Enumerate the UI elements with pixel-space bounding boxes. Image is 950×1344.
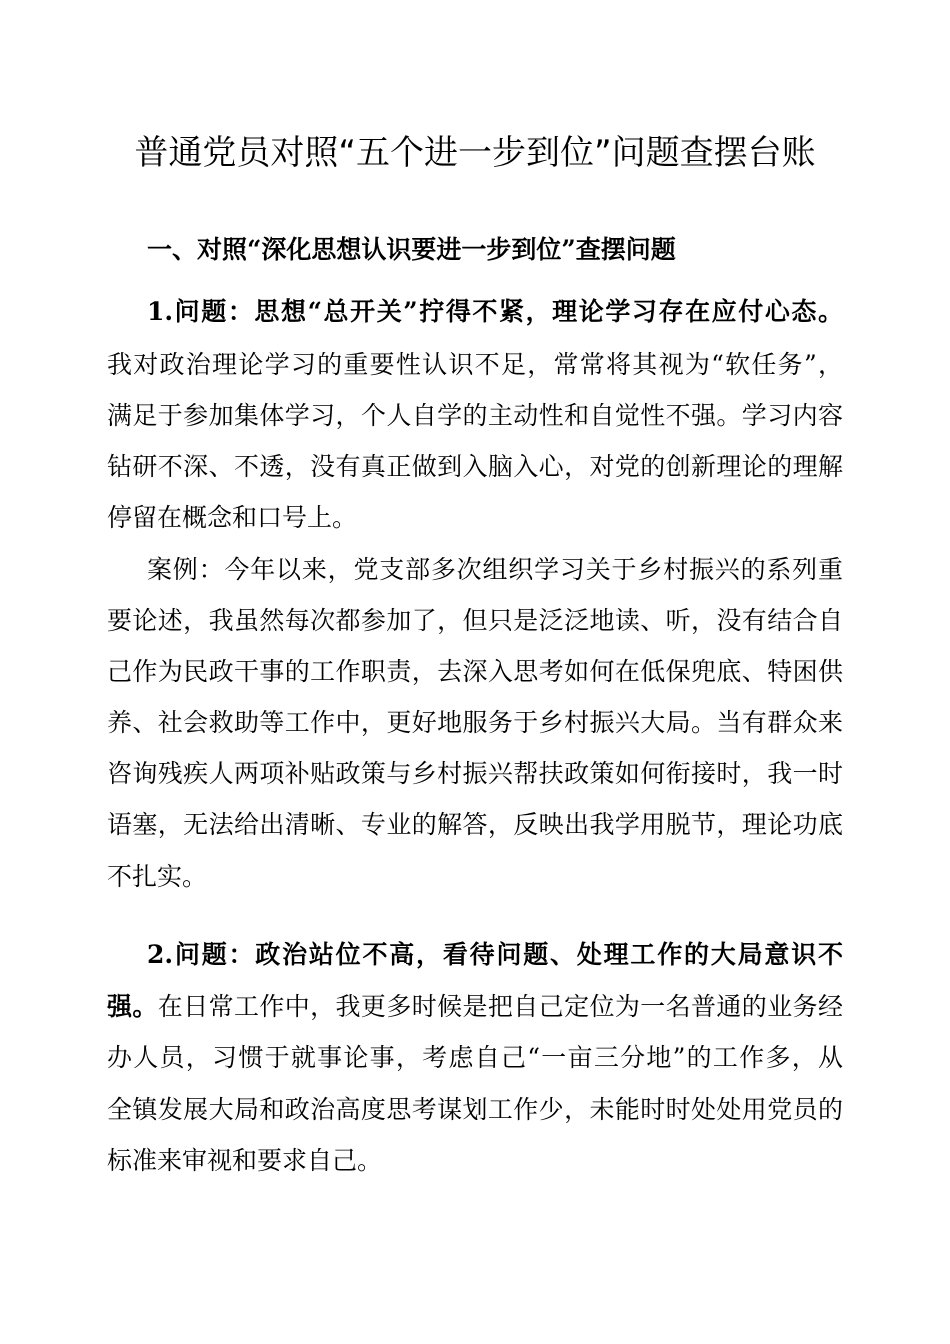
- text-line: [147, 935, 843, 975]
- text-line: [107, 652, 843, 692]
- text-line: [107, 805, 843, 845]
- text-line: [147, 230, 843, 270]
- bold-text: 一、对照“深化思想认识要进一步到位”查摆问题: [147, 235, 676, 264]
- body-text: 己作为民政干事的工作职责，去深入思考如何在低保兜底、特困供: [107, 657, 843, 686]
- text-line: [107, 1090, 843, 1130]
- text-line: [147, 292, 843, 332]
- text-line: [107, 1141, 843, 1181]
- body-text: 不扎实。: [107, 862, 208, 891]
- body-text: 养、社会救助等工作中，更好地服务于乡村振兴大局。当有群众来: [107, 708, 843, 737]
- text-line: [107, 345, 843, 385]
- text-line: [107, 703, 843, 743]
- text-line: [107, 396, 843, 436]
- text-line: [107, 1038, 843, 1078]
- body-text: 办人员，习惯于就事论事，考虑自己“一亩三分地”的工作多，从: [107, 1043, 843, 1072]
- body-text: 钻研不深、不透，没有真正做到入脑入心，对党的创新理论的理解: [107, 452, 843, 481]
- body-text: 在日常工作中，我更多时候是把自己定位为一名普通的业务经: [157, 992, 843, 1021]
- body-text: 案例：今年以来，党支部多次组织学习关于乡村振兴的系列重: [147, 555, 843, 584]
- body-text: 要论述，我虽然每次都参加了，但只是泛泛地读、听，没有结合自: [107, 606, 843, 635]
- body-text: 语塞，无法给出清晰、专业的解答，反映出我学用脱节，理论功底: [107, 810, 843, 839]
- body-text: 全镇发展大局和政治高度思考谋划工作少，未能时时处处用党员的: [107, 1095, 843, 1124]
- text-line: [107, 987, 843, 1027]
- text-line: [147, 550, 843, 590]
- text-line: [107, 601, 843, 641]
- text-line: [107, 754, 843, 794]
- body-text: 咨询残疾人两项补贴政策与乡村振兴帮扶政策如何衔接时，我一时: [107, 759, 843, 788]
- text-line: [107, 498, 843, 538]
- text-line: [107, 857, 843, 897]
- bold-text: 2.问题：政治站位不高，看待问题、处理工作的大局意识不: [147, 940, 843, 969]
- body-text: 停留在概念和口号上。: [107, 503, 358, 532]
- bold-text: 强。: [107, 992, 158, 1021]
- body-text: 标准来审视和要求自己。: [107, 1146, 383, 1175]
- text-line: [107, 447, 843, 487]
- document-title: 普通党员对照“五个进一步到位”问题查摆台账: [134, 133, 816, 173]
- bold-text: 1.问题：思想“总开关”拧得不紧，理论学习存在应付心态。: [147, 297, 843, 326]
- body-text: 我对政治理论学习的重要性认识不足，常常将其视为“软任务”，: [107, 350, 843, 379]
- body-text: 满足于参加集体学习，个人自学的主动性和自觉性不强。学习内容: [107, 401, 843, 430]
